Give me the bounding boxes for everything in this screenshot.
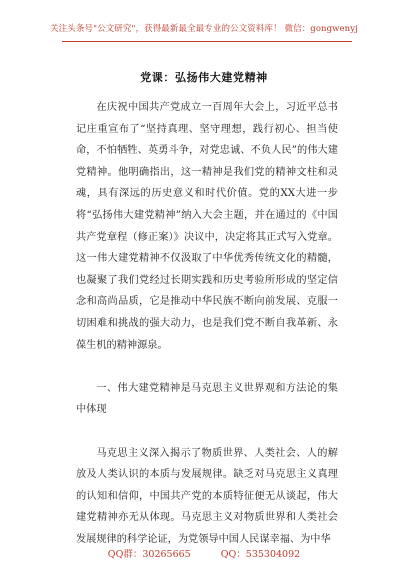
document-body xyxy=(76,97,338,550)
body-paragraph-section-1: 马克思主义深入揭示了物质世界、人类社会、人的解放及人类认识的本质与发展规律。缺乏对马克思主义真理的认知和信仰，中国共产党的本质特征便无从谈起，伟大建党精神亦无从体现。马克思主义对物质世界和人类社会发展规律的科学论证，为党领导中国人民谋幸福、为中华 xyxy=(76,447,338,545)
body-paragraph-intro: 在庆祝中国共产党成立一百周年大会上，习近平总书记庄重宣布了“坚持真理、坚守理想，践行初心、担当使命，不怕牺牲、英勇斗争，对党忠诚、不负人民”的伟大建党精神。他明确指出，这一精神是我们党的精神文柱和灵魂，具有深远的历史意义和时代价值。党的XX大进一步将“弘扬伟大建党精神”纳入大会主题，并在通过的《中国共产党章程（修正案）》决议中，决定将其正式写入党章。这一伟大建党精神不仅汲取了中华优秀传统文化的精髓，也凝聚了我们党经过长期实践和历史考验所形成的坚定信念和高尚品质，它是推动中华民族不断向前发展、克服一切困难和挑战的强大动力，也是我们党不断自我革新、永葆生机的精神源泉。 xyxy=(76,102,338,351)
section-heading-1: 一、伟大建党精神是马克思主义世界观和方法论的集中体现 xyxy=(76,382,338,416)
header-divider xyxy=(62,41,352,42)
footer-qq: QQ：535304092 xyxy=(220,549,301,560)
document-title: 党课：弘扬伟大建党精神 xyxy=(140,71,268,84)
page-footer xyxy=(0,546,408,560)
footer-qq-group: QQ群：30265665 xyxy=(107,549,191,560)
header-banner-text: 关注头条号"公文研究"，获得最新最全最专业的公文资料库！ 微信：gongwenyj xyxy=(50,24,358,34)
page-header xyxy=(0,0,408,42)
